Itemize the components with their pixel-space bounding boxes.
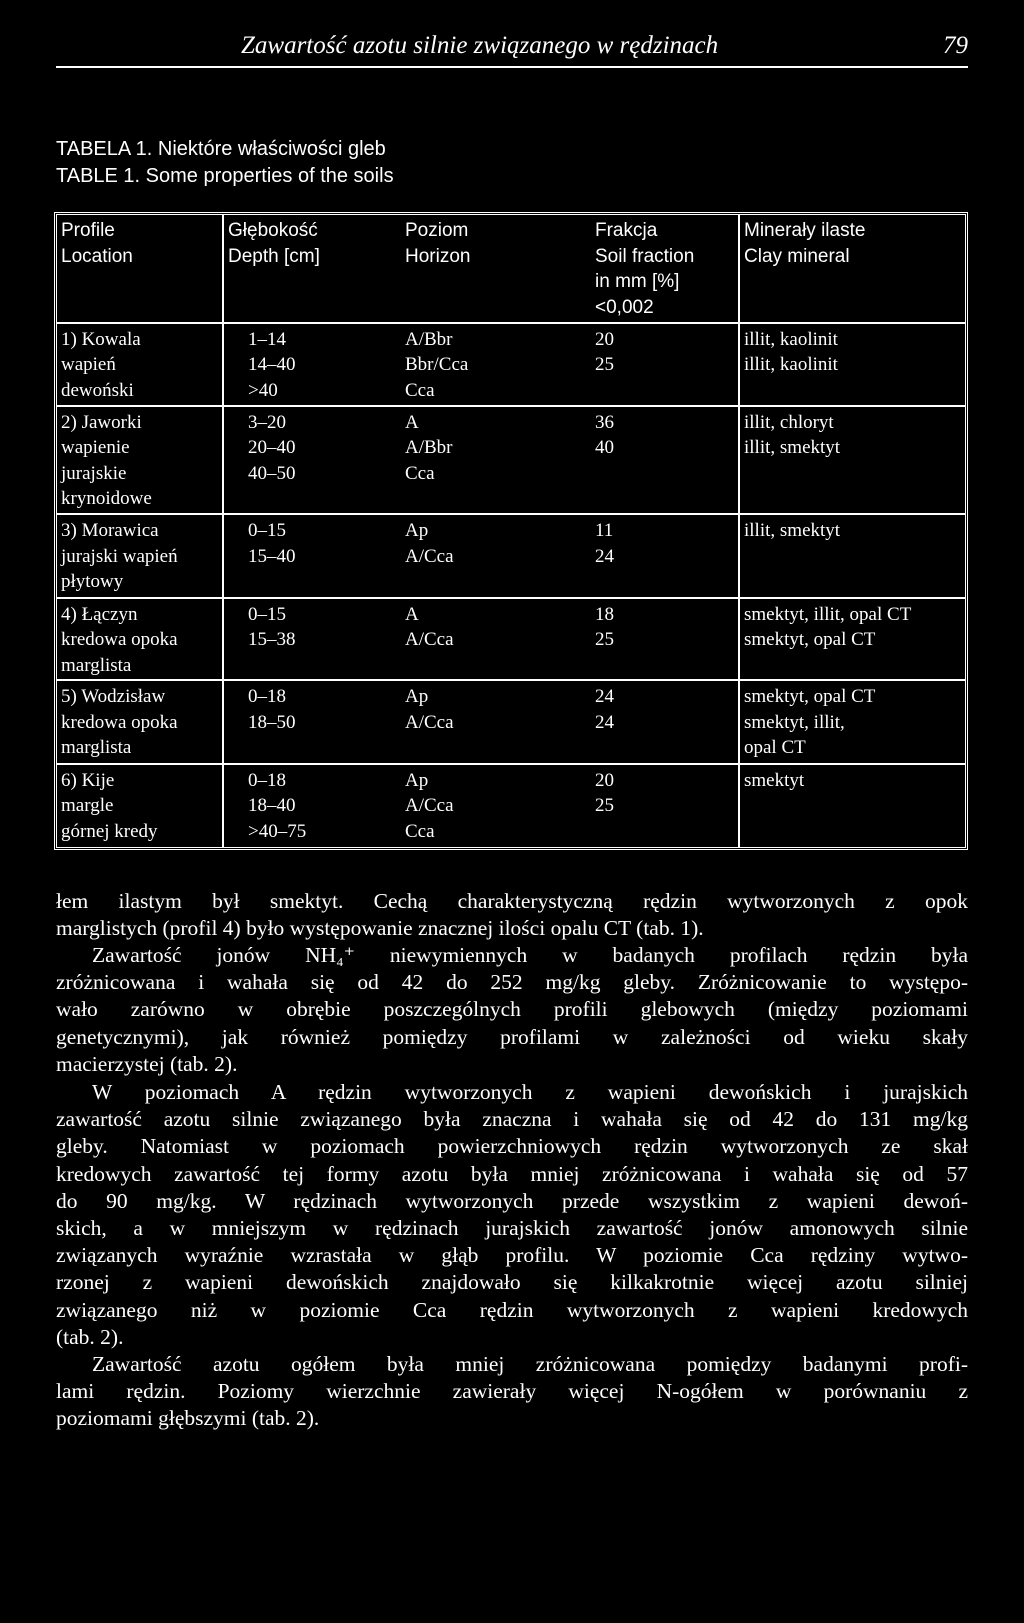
location-line: górnej kredy <box>61 820 158 842</box>
horizon-line: A/Bbr <box>405 437 453 459</box>
cell-fraction <box>591 406 739 515</box>
cell-minerals <box>739 764 965 847</box>
text-line: Zawartość jonów NH₄⁺ niewymiennych w badanych profilach rędzin była <box>92 943 968 967</box>
horizon-line: A/Cca <box>405 629 454 651</box>
depth-line: 20–40 <box>248 437 296 459</box>
depth-line: 40–50 <box>248 462 296 484</box>
minerals-line: illit, chloryt <box>744 411 834 433</box>
fraction-line: 24 <box>595 686 614 708</box>
cell-depth <box>223 323 401 406</box>
text-line: marglistych (profil 4) było występowanie znacznej ilości opalu CT (tab. 1). <box>56 916 704 941</box>
text-line: W poziomach A rędzin wytworzonych z wapieni dewońskich i jurajskich <box>92 1080 968 1104</box>
location-line: 3) Morawica <box>61 520 159 542</box>
horizon-line: Ap <box>405 520 429 542</box>
location-line: wapień <box>61 354 116 376</box>
fraction-line: 20 <box>595 769 614 791</box>
table-caption <box>56 136 394 190</box>
cell-location <box>57 406 223 515</box>
cell-fraction <box>591 598 739 681</box>
text-line: związanego niż w poziomie Cca rędzin wytworzonych z wapieni kredowych <box>56 1297 968 1322</box>
cell-horizon <box>401 680 591 763</box>
location-line: 5) Wodzisław <box>61 686 166 708</box>
text-line: macierzystej (tab. 2). <box>56 1051 238 1076</box>
depth-line: 1–14 <box>248 328 286 350</box>
depth-line: 18–50 <box>248 711 296 733</box>
fraction-line: 24 <box>595 545 614 567</box>
location-line: dewoński <box>61 379 134 401</box>
location-line: płytowy <box>61 571 124 593</box>
text-line: do 90 mg/kg. W rędzinach wytworzonych przede wszystkim z wapieni dewoń- <box>56 1188 968 1213</box>
header-depth: Głębokość Depth [cm] <box>228 220 320 267</box>
depth-line: >40 <box>248 379 278 401</box>
location-line: jurajskie <box>61 462 127 484</box>
minerals-line: smektyt, opal CT <box>744 629 876 651</box>
depth-line: 15–40 <box>248 545 296 567</box>
cell-location <box>57 514 223 597</box>
depth-line: 15–38 <box>248 629 296 651</box>
depth-line: 0–18 <box>248 769 286 791</box>
cell-depth <box>223 598 401 681</box>
depth-line: 3–20 <box>248 411 286 433</box>
location-line: krynoidowe <box>61 488 152 510</box>
horizon-line: A/Cca <box>405 795 454 817</box>
text-line: skich, a w mniejszym w rędzinach jurajskich zawartość jonów amonowych silnie <box>56 1215 968 1240</box>
cell-horizon <box>401 764 591 847</box>
horizon-line: Ap <box>405 686 429 708</box>
header-location: Profile Location <box>57 215 223 323</box>
text-line: lami rędzin. Poziomy wierzchnie zawierały więcej N-ogółem w porównaniu z <box>56 1379 968 1404</box>
location-line: 6) Kije <box>61 769 115 791</box>
horizon-line: A/Cca <box>405 545 454 567</box>
location-line: marglista <box>61 737 132 759</box>
cell-minerals <box>739 514 965 597</box>
cell-location <box>57 598 223 681</box>
soil-properties-table <box>54 212 968 850</box>
depth-line: >40–75 <box>248 820 307 842</box>
location-line: kredowa opoka <box>61 711 178 733</box>
minerals-line: illit, smektyt <box>744 437 841 459</box>
text-line: Zawartość azotu ogółem była mniej zróżnicowana pomiędzy badanymi profi- <box>92 1352 968 1376</box>
table-row <box>57 323 965 406</box>
cell-minerals <box>739 323 965 406</box>
caption-english: TABLE 1. Some properties of the soils <box>56 165 394 187</box>
minerals-line: illit, kaolinit <box>744 354 838 376</box>
cell-location <box>57 680 223 763</box>
horizon-line: A <box>405 411 419 433</box>
cell-fraction <box>591 680 739 763</box>
text-line: wało zarówno w obrębie poszczególnych profili glebowych (między poziomami <box>56 997 968 1022</box>
text-line: (tab. 2). <box>56 1324 124 1349</box>
cell-depth <box>223 764 401 847</box>
fraction-line: 40 <box>595 437 614 459</box>
location-line: marglista <box>61 654 132 676</box>
depth-line: 0–15 <box>248 603 286 625</box>
location-line: jurajski wapień <box>61 545 178 567</box>
depth-line: 0–15 <box>248 520 286 542</box>
fraction-line: 25 <box>595 354 614 376</box>
caption-polish: TABELA 1. Niektóre właściwości gleb <box>56 138 386 160</box>
cell-depth <box>223 514 401 597</box>
text-line: zawartość azotu silnie związanego była znaczna i wahała się od 42 do 131 mg/kg <box>56 1107 968 1132</box>
location-line: kredowa opoka <box>61 629 178 651</box>
cell-location <box>57 323 223 406</box>
minerals-line: smektyt, opal CT <box>744 686 876 708</box>
fraction-line: 36 <box>595 411 614 433</box>
minerals-line: illit, kaolinit <box>744 328 838 350</box>
cell-horizon <box>401 598 591 681</box>
horizon-line: Ap <box>405 769 429 791</box>
horizon-line: A/Cca <box>405 711 454 733</box>
horizon-line: Cca <box>405 820 435 842</box>
paragraph-3 <box>56 1079 968 1351</box>
cell-minerals <box>739 680 965 763</box>
page-number: 79 <box>943 32 968 59</box>
text-line: gleby. Natomiast w poziomach powierzchniowych rędzin wytworzonych ze skał <box>56 1134 968 1159</box>
horizon-line: A <box>405 603 419 625</box>
text-line: poziomami głębszymi (tab. 2). <box>56 1406 320 1431</box>
table-row <box>57 598 965 681</box>
cell-horizon <box>401 323 591 406</box>
fraction-line: 18 <box>595 603 614 625</box>
location-line: 1) Kowala <box>61 328 141 350</box>
cell-horizon <box>401 514 591 597</box>
location-line: 4) Łączyn <box>61 603 138 625</box>
horizon-line: A/Bbr <box>405 328 453 350</box>
fraction-line: 25 <box>595 629 614 651</box>
header-fraction: Frakcja Soil fraction in mm [%] <0,002 <box>595 220 695 318</box>
text-line: genetycznymi), jak również pomiędzy profilami w zależności od wieku skały <box>56 1024 968 1049</box>
cell-horizon <box>401 406 591 515</box>
horizon-line: Cca <box>405 379 435 401</box>
cell-fraction <box>591 323 739 406</box>
cell-fraction <box>591 514 739 597</box>
cell-fraction <box>591 764 739 847</box>
depth-line: 18–40 <box>248 795 296 817</box>
header-horizon: Poziom Horizon <box>405 220 471 267</box>
paragraph-2 <box>56 942 968 1078</box>
text-line: łem ilastym był smektyt. Cechą charakterystyczną rędzin wytworzonych z opok <box>56 889 968 913</box>
text-line: rzonej z wapieni dewońskich znajdowało się kilkakrotnie więcej azotu silniej <box>56 1270 968 1295</box>
location-line: margle <box>61 795 114 817</box>
location-line: wapienie <box>61 437 130 459</box>
running-title: Zawartość azotu silnie związanego w rędzinach <box>241 32 719 59</box>
horizon-line: Cca <box>405 462 435 484</box>
location-line: 2) Jaworki <box>61 411 142 433</box>
depth-line: 0–18 <box>248 686 286 708</box>
fraction-line: 25 <box>595 795 614 817</box>
cell-depth <box>223 406 401 515</box>
text-line: zróżnicowana i wahała się od 42 do 252 mg/kg gleby. Zróżnicowanie to występo- <box>56 970 968 995</box>
minerals-line: smektyt, illit, opal CT <box>744 603 912 625</box>
table-row <box>57 680 965 763</box>
minerals-line: smektyt, illit, <box>744 711 845 733</box>
fraction-line: 24 <box>595 711 614 733</box>
paragraph-4 <box>56 1351 968 1433</box>
table-row <box>57 514 965 597</box>
horizon-line: Bbr/Cca <box>405 354 469 376</box>
depth-line: 14–40 <box>248 354 296 376</box>
table-header-row <box>57 215 965 323</box>
cell-location <box>57 764 223 847</box>
header-minerals: Minerały ilaste Clay mineral <box>739 215 965 323</box>
running-header <box>56 28 968 68</box>
fraction-line: 20 <box>595 328 614 350</box>
cell-minerals <box>739 406 965 515</box>
text-line: kredowych zawartość tej formy azotu była mniej zróżnicowana i wahała się od 57 <box>56 1161 968 1186</box>
cell-depth <box>223 680 401 763</box>
text-line: związanych wyraźnie wzrastała w głąb profilu. W poziomie Cca rędziny wytwo- <box>56 1243 968 1268</box>
cell-minerals <box>739 598 965 681</box>
table-row <box>57 406 965 515</box>
paragraph-1 <box>56 888 968 942</box>
minerals-line: opal CT <box>744 737 806 759</box>
minerals-line: smektyt <box>744 769 805 791</box>
table-row <box>57 764 965 847</box>
fraction-line: 11 <box>595 520 614 542</box>
minerals-line: illit, smektyt <box>744 520 841 542</box>
